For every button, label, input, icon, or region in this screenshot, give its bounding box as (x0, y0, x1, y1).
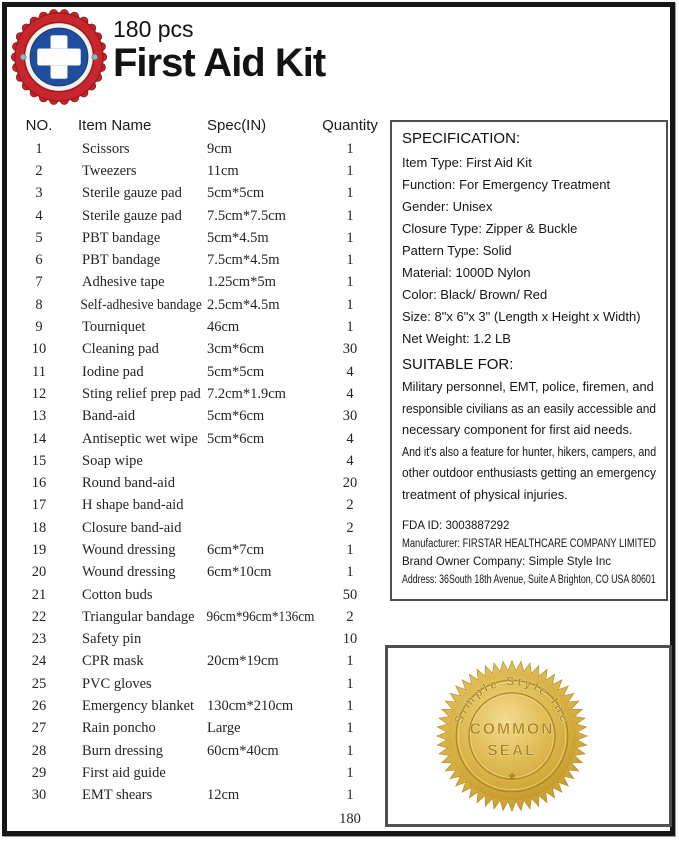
cell-qty: 4 (346, 363, 354, 380)
cell-no: 29 (31, 764, 47, 781)
cell-no: 30 (31, 787, 47, 804)
cell-name: Scissors (82, 140, 130, 157)
cell-no: 9 (35, 319, 43, 336)
cell-spec: 11cm (207, 162, 239, 179)
cell-qty: 10 (342, 631, 358, 648)
table-row (18, 785, 386, 807)
table-row (18, 406, 386, 428)
contents-table (18, 116, 386, 831)
cell-name: Sterile gauze pad (82, 185, 182, 202)
table-row (18, 450, 386, 472)
cell-qty: 1 (346, 675, 354, 692)
cell-spec: 96cm*96cm*136cm (206, 608, 315, 625)
table-row (18, 183, 386, 205)
cell-qty: 1 (346, 541, 354, 558)
table-row (18, 740, 386, 762)
cell-spec: 7.2cm*1.9cm (207, 385, 286, 402)
legal-line: Manufacturer: FIRSTAR HEALTHCARE COMPANY LIMITED (402, 538, 657, 550)
table-row (18, 495, 386, 517)
cell-qty: 1 (346, 319, 354, 336)
column-header-spec: Spec(IN) (207, 116, 267, 134)
cell-no: 19 (31, 541, 47, 558)
cell-name: Sting relief prep pad (82, 385, 201, 402)
table-row (18, 316, 386, 338)
cell-no: 21 (31, 586, 47, 603)
cell-qty: 1 (346, 229, 354, 246)
cell-name: Cleaning pad (82, 341, 159, 358)
cell-qty: 1 (346, 252, 354, 269)
cell-name: CPR mask (82, 653, 144, 670)
specification-line: Material: 1000D Nylon (402, 265, 531, 280)
cell-no: 17 (31, 497, 47, 514)
cell-spec: 46cm (207, 319, 240, 336)
table-row (18, 539, 386, 561)
total-quantity: 180 (339, 811, 361, 828)
suitable-for-line: treatment of physical injuries. (402, 486, 568, 502)
table-body (18, 138, 386, 807)
cell-name: Band-aid (82, 408, 136, 425)
table-row (18, 562, 386, 584)
table-row (18, 762, 386, 784)
cell-name: Tourniquet (82, 319, 146, 336)
cell-no: 18 (31, 519, 47, 536)
specification-lines (402, 152, 656, 350)
total-row (18, 809, 386, 831)
cell-name: Closure band-aid (82, 519, 182, 536)
table-row (18, 629, 386, 651)
table-row (18, 606, 386, 628)
cell-spec: 9cm (207, 140, 232, 157)
cell-spec: 7.5cm*7.5cm (207, 207, 286, 224)
cell-name: EMT shears (82, 787, 153, 804)
specification-line: Item Type: First Aid Kit (402, 155, 532, 170)
cell-name: Wound dressing (82, 564, 176, 581)
table-row (18, 272, 386, 294)
cell-no: 20 (31, 564, 47, 581)
cell-name: Antiseptic wet wipe (82, 430, 198, 447)
legal-line: FDA ID: 3003887292 (402, 520, 510, 532)
specification-line: Function: For Emergency Treatment (402, 177, 611, 192)
left-rivet (20, 54, 26, 60)
cell-spec: 7.5cm*4.5m (207, 252, 280, 269)
cell-qty: 2 (346, 497, 354, 514)
cell-qty: 1 (346, 787, 354, 804)
cell-no: 25 (31, 675, 47, 692)
title-block (113, 8, 325, 84)
table-row (18, 695, 386, 717)
table-row (18, 472, 386, 494)
cell-spec: 5cm*6cm (207, 408, 265, 425)
table-row (18, 718, 386, 740)
cell-no: 7 (35, 274, 43, 291)
cell-qty: 4 (346, 385, 354, 402)
cell-qty: 4 (346, 430, 354, 447)
cell-no: 26 (31, 698, 47, 715)
common-seal-icon (424, 648, 600, 824)
cell-spec: 130cm*210cm (207, 698, 294, 715)
cell-name: Sterile gauze pad (82, 207, 182, 224)
table-row (18, 339, 386, 361)
cell-name: H shape band-aid (82, 497, 184, 514)
cell-name: First aid guide (82, 764, 166, 781)
table-row (18, 651, 386, 673)
cell-name: PBT bandage (82, 252, 161, 269)
cell-name: Self-adhesive bandage (80, 296, 202, 313)
table-row (18, 227, 386, 249)
cell-name: Wound dressing (82, 541, 176, 558)
cell-name: PVC gloves (82, 675, 152, 692)
suitable-for-line: other outdoor enthusiasts getting an emergency (402, 465, 656, 480)
right-rivet (92, 54, 98, 60)
specification-panel (390, 120, 668, 601)
cell-qty: 1 (346, 162, 354, 179)
cell-qty: 1 (346, 207, 354, 224)
table-row (18, 517, 386, 539)
cell-qty: 1 (346, 698, 354, 715)
cell-qty: 1 (346, 274, 354, 291)
cell-qty: 1 (346, 564, 354, 581)
product-title: First Aid Kit (113, 41, 326, 86)
cell-name: Adhesive tape (82, 274, 165, 291)
legal-line: Brand Owner Company: Simple Style Inc (402, 556, 612, 568)
cell-spec: 5cm*5cm (207, 363, 265, 380)
cell-spec: 6cm*10cm (207, 564, 272, 581)
cell-no: 27 (31, 720, 47, 737)
specification-line: Pattern Type: Solid (402, 243, 512, 258)
cell-no: 22 (31, 608, 47, 625)
cell-qty: 50 (342, 586, 358, 603)
cell-no: 16 (31, 475, 47, 492)
table-row (18, 160, 386, 182)
cell-spec: 1.25cm*5m (207, 274, 276, 291)
cell-qty: 1 (346, 140, 354, 157)
suitable-for-line: responsible civilians as an easily accessible and (402, 400, 657, 416)
cell-no: 28 (31, 742, 47, 759)
cell-qty: 1 (346, 764, 354, 781)
cell-qty: 30 (342, 341, 358, 358)
cell-spec: 3cm*6cm (207, 341, 265, 358)
table-row (18, 361, 386, 383)
cell-no: 3 (35, 185, 43, 202)
cell-no: 11 (32, 363, 46, 380)
piece-count: 180 pcs (113, 16, 194, 42)
cell-qty: 2 (346, 608, 354, 625)
cell-no: 12 (31, 385, 47, 402)
specification-line: Color: Black/ Brown/ Red (402, 287, 548, 302)
table-row (18, 138, 386, 160)
brand-header (10, 8, 325, 106)
suitable-for-lines (402, 376, 656, 505)
cell-name: Cotton buds (82, 586, 153, 603)
suitable-for-line: necessary component for first aid needs. (402, 422, 633, 437)
cell-name: Emergency blanket (82, 698, 195, 715)
suitable-for-title: SUITABLE FOR: (402, 356, 514, 373)
seal-star-mark: * (508, 768, 516, 789)
column-header-no: NO. (25, 116, 53, 134)
cell-name: Triangular bandage (82, 608, 195, 625)
cell-no: 24 (31, 653, 47, 670)
cell-spec: 5cm*6cm (207, 430, 265, 447)
cell-qty: 30 (342, 408, 358, 425)
table-row (18, 428, 386, 450)
suitable-for-line: Military personnel, EMT, police, firemen, and (402, 379, 654, 394)
cell-qty: 1 (346, 720, 354, 737)
cell-qty: 4 (346, 452, 354, 469)
suitable-for-line: And it's also a feature for hunter, hikers, campers, and (402, 443, 657, 459)
table-row (18, 673, 386, 695)
cell-qty: 1 (346, 653, 354, 670)
cell-no: 15 (31, 452, 47, 469)
column-header-item-name: Item Name (78, 116, 152, 134)
column-header-quantity: Quantity (322, 116, 378, 134)
cell-no: 6 (35, 252, 43, 269)
cell-name: Safety pin (82, 631, 142, 648)
table-row (18, 584, 386, 606)
cell-spec: 60cm*40cm (207, 742, 279, 759)
table-row (18, 205, 386, 227)
table-row (18, 294, 386, 316)
cell-no: 13 (31, 408, 47, 425)
cell-qty: 1 (346, 742, 354, 759)
specification-line: Size: 8"x 6"x 3" (Length x Height x Width) (402, 309, 641, 324)
specification-title: SPECIFICATION: (402, 130, 521, 147)
seal-center-text-line2: SEAL (487, 742, 537, 760)
cell-name: Iodine pad (82, 363, 144, 380)
cell-qty: 1 (346, 296, 354, 313)
table-row (18, 383, 386, 405)
cell-no: 2 (35, 162, 43, 179)
cell-name: Rain poncho (82, 720, 156, 737)
cell-name: Tweezers (82, 162, 137, 179)
cell-no: 5 (35, 229, 43, 246)
specification-line: Closure Type: Zipper & Buckle (402, 221, 578, 236)
cell-name: Soap wipe (82, 452, 143, 469)
cell-spec: 5cm*5cm (207, 185, 265, 202)
cell-spec: 6cm*7cm (207, 541, 265, 558)
legal-info (402, 517, 656, 589)
table-header-row (18, 116, 386, 134)
cell-name: Round band-aid (82, 475, 176, 492)
cell-no: 8 (35, 296, 43, 313)
cell-no: 4 (35, 207, 43, 224)
cell-qty: 1 (346, 185, 354, 202)
specification-line: Net Weight: 1.2 LB (402, 331, 511, 346)
cell-no: 10 (31, 341, 47, 358)
first-aid-logo-icon (10, 8, 108, 106)
cell-name: PBT bandage (82, 229, 161, 246)
cell-spec: 12cm (207, 787, 240, 804)
cell-no: 14 (31, 430, 47, 447)
seal-panel (385, 645, 672, 827)
seal-center-text-line1: COMMON (469, 721, 555, 739)
table-row (18, 249, 386, 271)
specification-line: Gender: Unisex (402, 199, 493, 214)
legal-line: Address: 36South 18th Avenue, Suite A Brighton, CO USA 80601 (402, 574, 656, 586)
seal-company-arc-text: Simple Style Inc (450, 673, 574, 726)
cell-spec: 5cm*4.5m (207, 229, 269, 246)
cell-name: Burn dressing (82, 742, 163, 759)
cell-spec: Large (207, 720, 241, 737)
cell-no: 1 (35, 140, 43, 157)
cell-qty: 2 (346, 519, 354, 536)
cell-no: 23 (31, 631, 47, 648)
cell-qty: 20 (342, 475, 358, 492)
cell-spec: 2.5cm*4.5m (207, 296, 280, 313)
cell-spec: 20cm*19cm (207, 653, 279, 670)
